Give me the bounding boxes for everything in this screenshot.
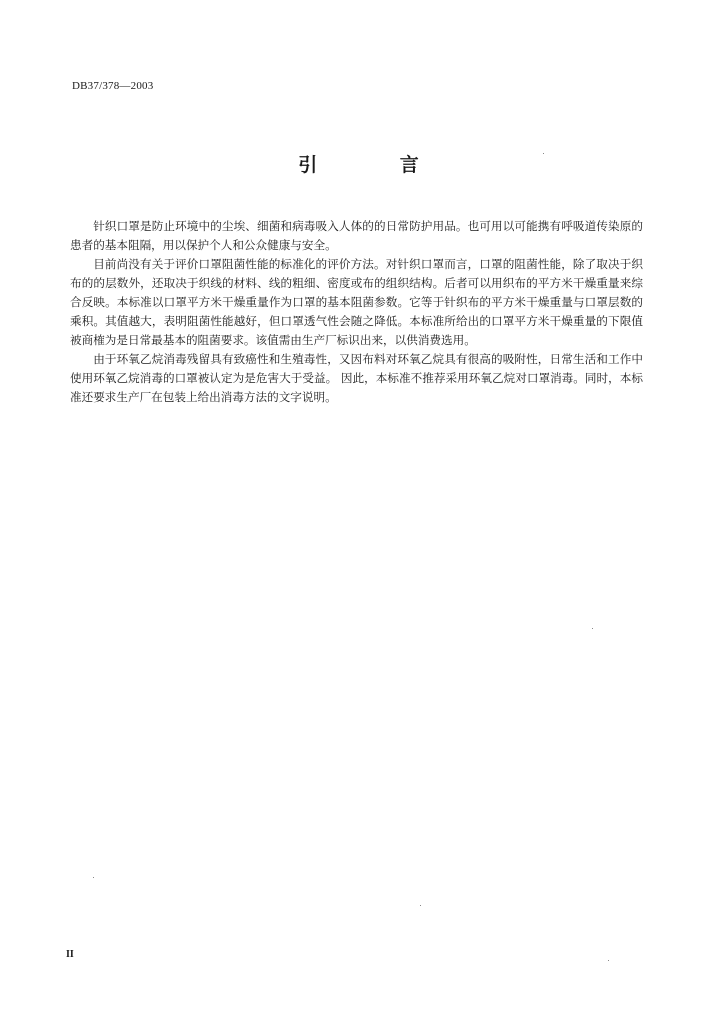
body-text: [70, 217, 643, 407]
page-title: 引 言: [298, 154, 457, 176]
scan-speck: [592, 628, 593, 629]
paragraph-1: 针织口罩是防止环境中的尘埃、细菌和病毒吸入人体的的日常防护用品。也可用以可能携有呼吸道传染原的患者的基本阻隔，用以保护个人和公众健康与安全。: [70, 219, 643, 252]
scan-speck: [420, 905, 421, 906]
paragraph-3: 由于环氧乙烷消毒残留具有致癌性和生殖毒性，又因布料对环氧乙烷具有很高的吸附性，日常生活和工作中使用环氧乙烷消毒的口罩被认定为是危害大于受益。 因此，本标准不推荐采用环氧乙烷对口罩消毒。同时，本标准还要求生产厂在包装上给出消毒方法的文字说明。: [70, 352, 643, 404]
scan-speck: [608, 960, 609, 961]
standard-code: DB37/378—2003: [72, 80, 154, 92]
page-number: II: [66, 949, 74, 960]
scan-speck: [543, 153, 544, 154]
paragraph-2: 目前尚没有关于评价口罩阻菌性能的标准化的评价方法。对针织口罩而言，口罩的阻菌性能，除了取决于织布的的层数外，还取决于织线的材料、线的粗细、密度或布的组织结构。后者可以用织布的平方米干燥重量来综合反映。本标准以口罩平方米干燥重量作为口罩的基本阻菌参数。它等于针织布的平方米干燥重量与口罩层数的乘积。其值越大，表明阻菌性能越好，但口罩透气性会随之降低。本标准所给出的口罩平方米干燥重量的下限值被商榷为是日常最基本的阻菌要求。该值需由生产厂标识出来，以供消费选用。: [70, 257, 643, 347]
scan-speck: [93, 877, 94, 878]
